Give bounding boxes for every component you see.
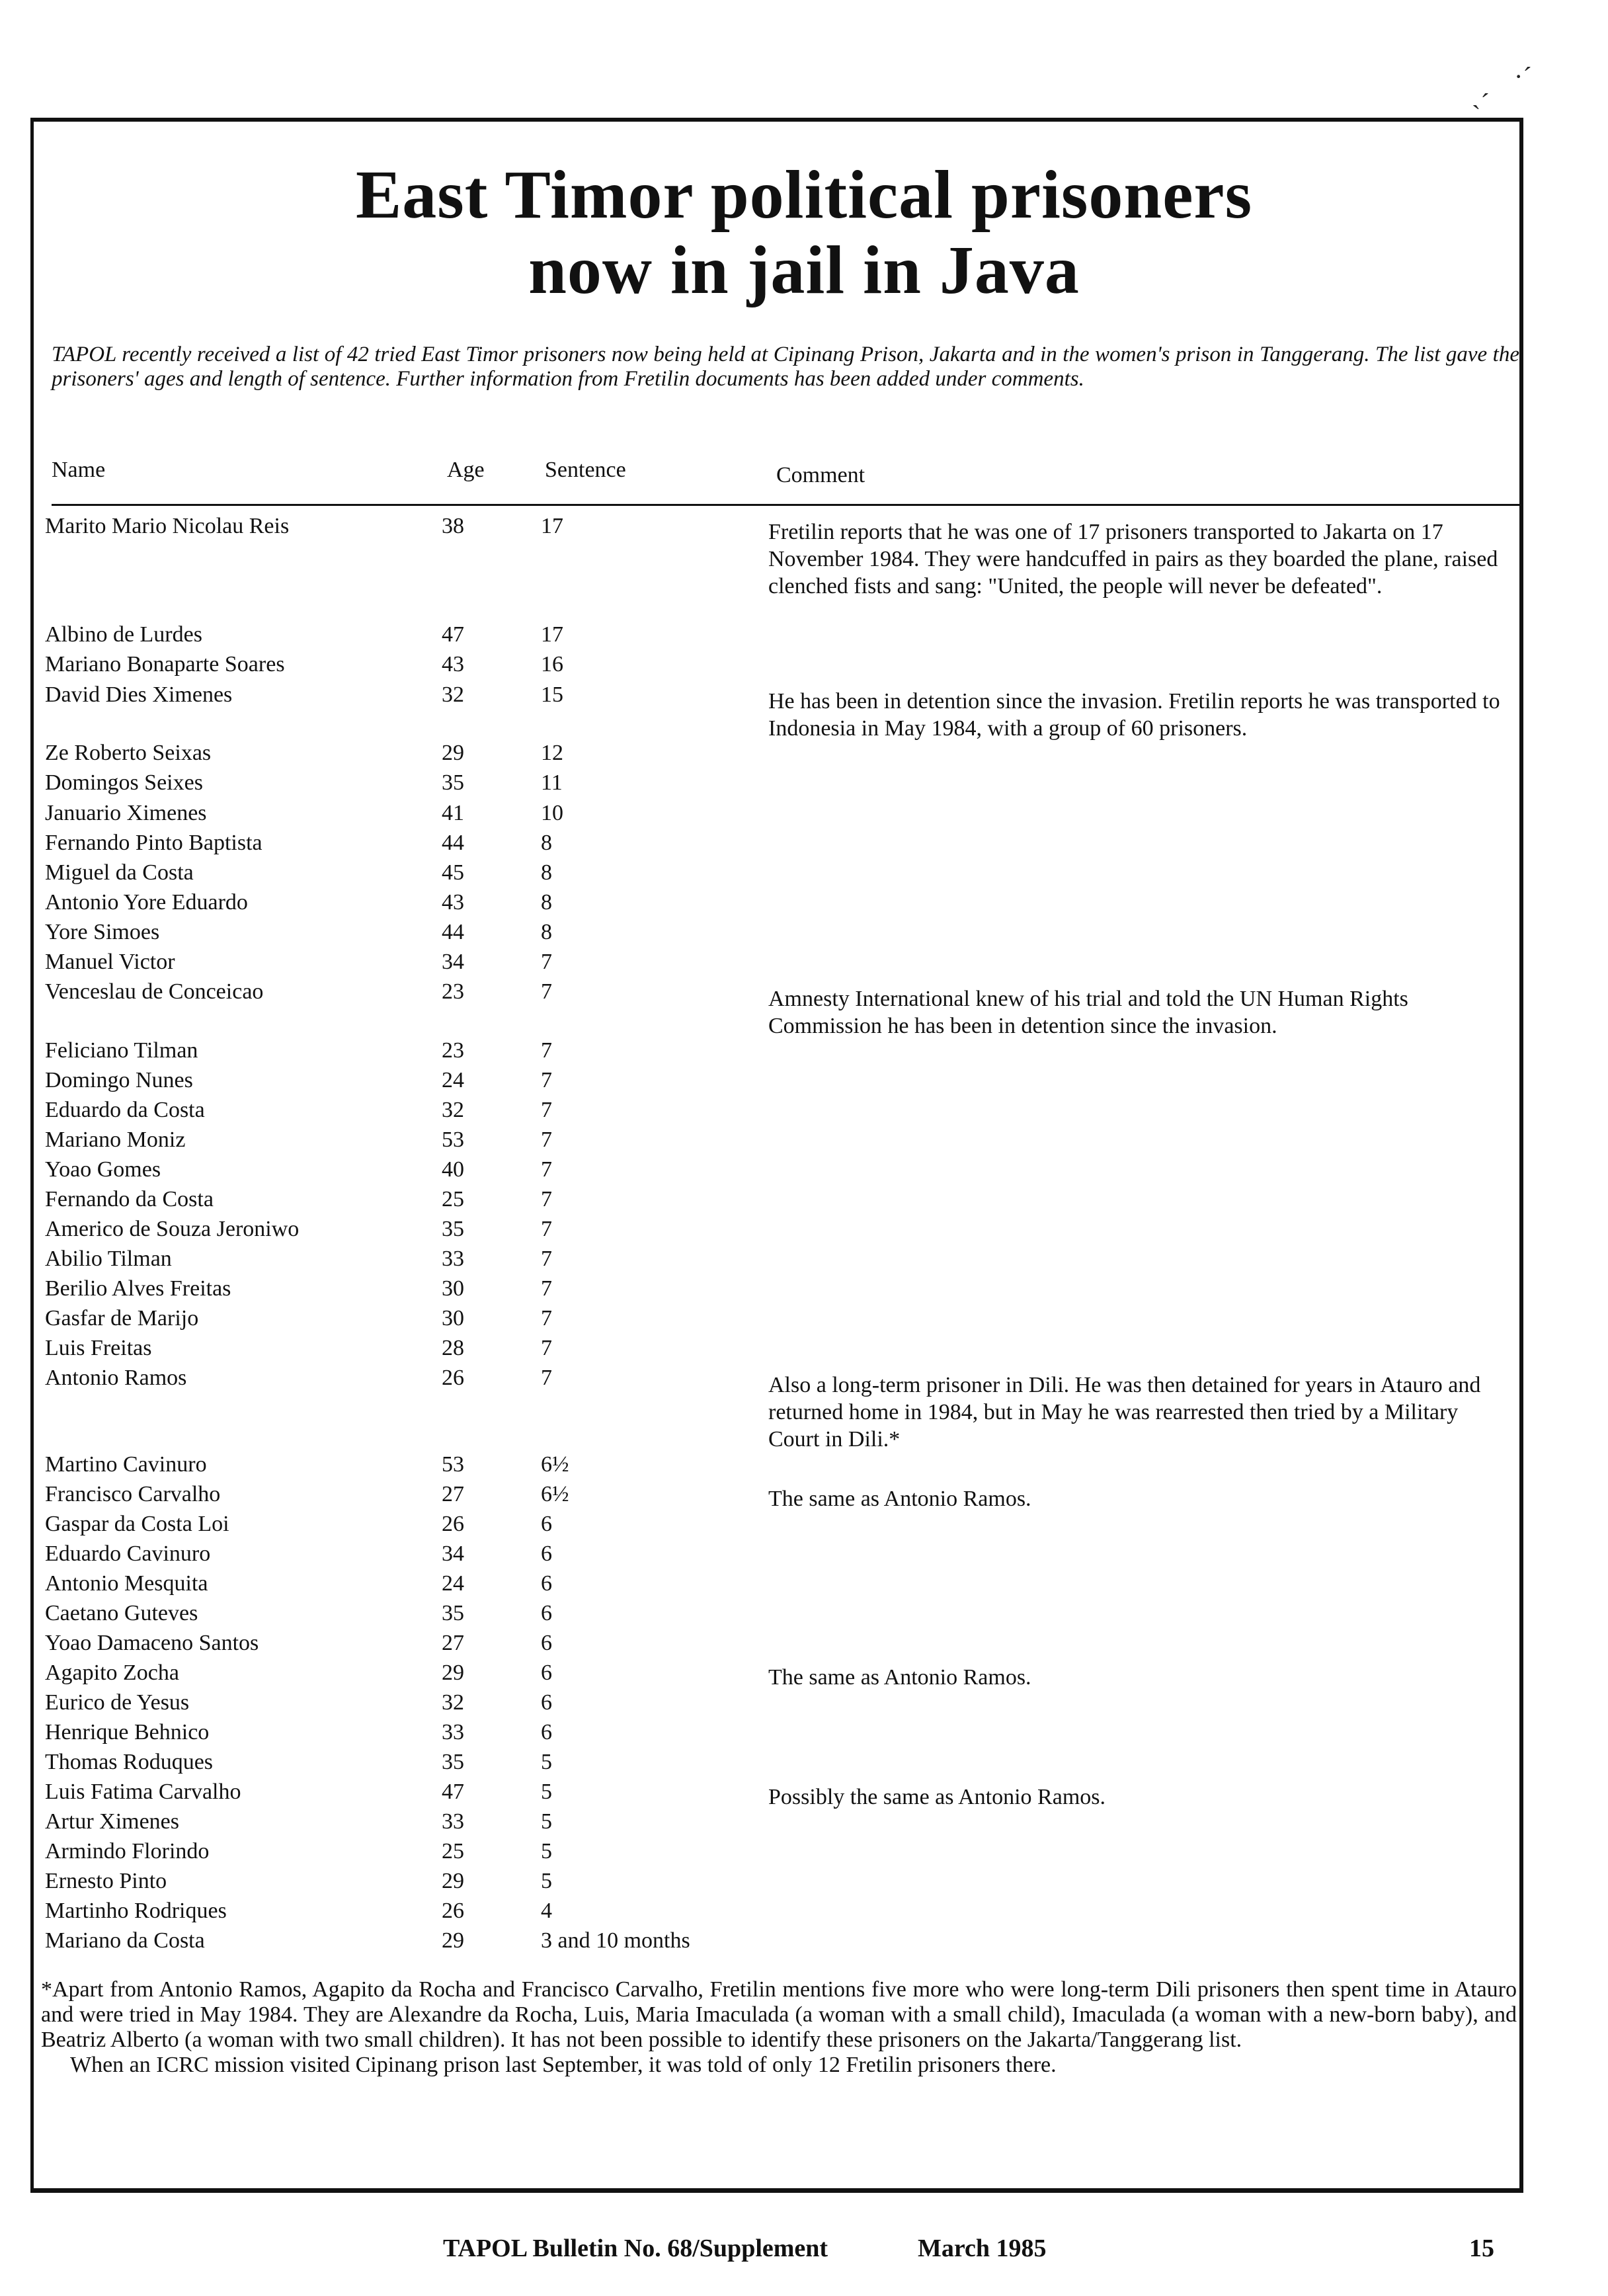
table-row <box>0 1807 1608 1838</box>
prisoner-age: 26 <box>442 1899 464 1923</box>
table-row <box>0 1688 1608 1719</box>
prisoner-comment: Fretilin reports that he was one of 17 prisoners transported to Jakarta on 17 November 1984. They were handcuffed in pairs as they boarded the plane, raised clenched fists and sang: "United, the people will never be defeated". <box>768 520 1498 598</box>
prisoner-name: Ze Roberto Seixas <box>45 741 212 765</box>
prisoner-age: 26 <box>442 1512 464 1536</box>
table-row <box>0 650 1608 680</box>
prisoner-name: Agapito Zocha <box>45 1660 179 1685</box>
prisoner-age: 40 <box>442 1157 464 1182</box>
prisoner-age: 25 <box>442 1839 464 1864</box>
prisoner-name: Mariano Moniz <box>45 1128 186 1152</box>
prisoner-age: 47 <box>442 1780 464 1804</box>
prisoner-sentence: 17 <box>541 514 563 538</box>
prisoner-name: Abilio Tilman <box>45 1247 172 1271</box>
prisoner-sentence: 6½ <box>541 1482 569 1506</box>
prisoner-age: 32 <box>442 1098 464 1122</box>
prisoner-sentence: 17 <box>541 622 563 647</box>
prisoner-name: Artur Ximenes <box>45 1809 180 1834</box>
prisoner-sentence: 7 <box>541 1217 552 1241</box>
prisoner-age: 30 <box>442 1276 464 1301</box>
prisoner-age: 47 <box>442 622 464 647</box>
prisoner-sentence: 7 <box>541 979 552 1004</box>
table-row <box>0 1926 1608 1957</box>
table-row <box>0 918 1608 948</box>
prisoner-name: Fernando da Costa <box>45 1187 214 1211</box>
prisoner-age: 24 <box>442 1068 464 1092</box>
table-row <box>0 1629 1608 1659</box>
prisoner-name: Henrique Behnico <box>45 1720 210 1744</box>
prisoner-sentence: 15 <box>541 682 563 707</box>
table-row <box>0 1510 1608 1540</box>
prisoner-age: 33 <box>442 1247 464 1271</box>
prisoner-name: David Dies Ximenes <box>45 682 233 707</box>
prisoner-sentence: 10 <box>541 801 563 825</box>
prisoner-name: Martinho Rodriques <box>45 1899 227 1923</box>
prisoner-age: 44 <box>442 920 464 944</box>
prisoner-sentence: 7 <box>541 1098 552 1122</box>
prisoner-age: 43 <box>442 652 464 676</box>
prisoner-name: Eduardo da Costa <box>45 1098 205 1122</box>
prisoner-sentence: 7 <box>541 1247 552 1271</box>
header-sentence: Sentence <box>545 458 626 482</box>
prisoner-comment: He has been in detention since the invasion. Fretilin reports he was transported to Indonesia in May 1984, with a group of 60 prisoners. <box>768 689 1500 741</box>
prisoner-name: Fernando Pinto Baptista <box>45 831 262 855</box>
prisoner-sentence: 6½ <box>541 1452 569 1477</box>
table-row <box>0 1274 1608 1305</box>
prisoner-name: Armindo Florindo <box>45 1839 210 1864</box>
table-row <box>0 858 1608 889</box>
prisoner-sentence: 7 <box>541 1068 552 1092</box>
prisoner-name: Miguel da Costa <box>45 860 194 885</box>
table-row <box>0 1539 1608 1570</box>
prisoner-age: 43 <box>442 890 464 915</box>
prisoner-name: Eduardo Cavinuro <box>45 1541 211 1566</box>
prisoner-sentence: 7 <box>541 1306 552 1331</box>
prisoner-age: 53 <box>442 1452 464 1477</box>
prisoner-sentence: 7 <box>541 1187 552 1211</box>
prisoner-name: Yoao Gomes <box>45 1157 161 1182</box>
table-row <box>0 829 1608 859</box>
title-line-2: now in jail in Java <box>528 232 1080 308</box>
prisoner-sentence: 7 <box>541 1276 552 1301</box>
prisoner-sentence: 4 <box>541 1899 552 1923</box>
prisoner-name: Antonio Mesquita <box>45 1571 208 1596</box>
table-row <box>0 620 1608 651</box>
title-line-1: East Timor political prisoners <box>355 157 1253 233</box>
table-row <box>0 1569 1608 1600</box>
prisoner-sentence: 12 <box>541 741 563 765</box>
prisoner-comment: Also a long-term prisoner in Dili. He was then detained for years in Atauro and returned home in 1984, but in May he was rearrested then tried by a Military Court in Dili.* <box>768 1373 1481 1452</box>
table-row <box>0 799 1608 829</box>
table-row <box>0 1718 1608 1748</box>
prisoner-name: Albino de Lurdes <box>45 622 202 647</box>
prisoner-sentence: 8 <box>541 920 552 944</box>
prisoner-sentence: 8 <box>541 831 552 855</box>
prisoner-name: Mariano da Costa <box>45 1928 205 1953</box>
prisoner-sentence: 6 <box>541 1690 552 1715</box>
prisoner-age: 33 <box>442 1720 464 1744</box>
table-row <box>0 888 1608 919</box>
prisoner-sentence: 8 <box>541 890 552 915</box>
prisoner-age: 27 <box>442 1482 464 1506</box>
prisoner-name: Domingos Seixes <box>45 770 203 795</box>
prisoner-name: Domingo Nunes <box>45 1068 193 1092</box>
prisoner-name: Gaspar da Costa Loi <box>45 1512 229 1536</box>
prisoner-name: Eurico de Yesus <box>45 1690 190 1715</box>
prisoner-sentence: 5 <box>541 1780 552 1804</box>
table-row <box>0 1748 1608 1778</box>
footer-page-number: 15 <box>1469 2234 1494 2262</box>
page-title <box>0 157 1608 308</box>
prisoner-sentence: 6 <box>541 1571 552 1596</box>
table-row <box>0 1867 1608 1897</box>
prisoner-sentence: 6 <box>541 1601 552 1625</box>
prisoner-age: 26 <box>442 1366 464 1390</box>
prisoner-age: 45 <box>442 860 464 885</box>
table-row <box>0 948 1608 978</box>
prisoner-name: Venceslau de Conceicao <box>45 979 264 1004</box>
prisoner-sentence: 5 <box>541 1750 552 1774</box>
prisoner-name: Januario Ximenes <box>45 801 207 825</box>
table-row <box>0 1096 1608 1126</box>
prisoner-age: 38 <box>442 514 464 538</box>
prisoner-age: 29 <box>442 1928 464 1953</box>
prisoner-age: 32 <box>442 682 464 707</box>
prisoner-sentence: 16 <box>541 652 563 676</box>
prisoner-comment: The same as Antonio Ramos. <box>768 1665 1031 1690</box>
prisoner-sentence: 6 <box>541 1631 552 1655</box>
prisoner-name: Francisco Carvalho <box>45 1482 221 1506</box>
table-row <box>0 1334 1608 1364</box>
prisoner-name: Luis Freitas <box>45 1336 152 1360</box>
prisoner-name: Americo de Souza Jeroniwo <box>45 1217 300 1241</box>
prisoner-sentence: 7 <box>541 950 552 974</box>
prisoner-name: Marito Mario Nicolau Reis <box>45 514 290 538</box>
header-comment: Comment <box>776 463 865 487</box>
prisoner-age: 32 <box>442 1690 464 1715</box>
header-age: Age <box>447 458 485 482</box>
prisoner-name: Manuel Victor <box>45 950 175 974</box>
table-row <box>0 1155 1608 1186</box>
table-row <box>0 739 1608 769</box>
intro-paragraph: TAPOL recently received a list of 42 tried East Timor prisoners now being held at Cipinang Prison, Jakarta and in the women's prison in Tanggerang. The list gave the prisoners' ages and length of sentence. Further information from Fretilin documents has been added under comments. <box>52 343 1519 391</box>
prisoner-sentence: 6 <box>541 1541 552 1566</box>
prisoner-comment: Possibly the same as Antonio Ramos. <box>768 1785 1106 1809</box>
table-row <box>0 1066 1608 1096</box>
prisoner-age: 53 <box>442 1128 464 1152</box>
prisoner-age: 24 <box>442 1571 464 1596</box>
footnote <box>41 1977 1517 2078</box>
prisoner-name: Ernesto Pinto <box>45 1869 167 1893</box>
footnote-icrc: When an ICRC mission visited Cipinang prison last September, it was told of only 12 Fretilin prisoners there. <box>70 2053 1057 2077</box>
prisoner-name: Antonio Ramos <box>45 1366 187 1390</box>
table-row <box>0 1036 1608 1067</box>
table-row <box>0 1185 1608 1215</box>
prisoner-sentence: 8 <box>541 860 552 885</box>
prisoner-age: 34 <box>442 950 464 974</box>
prisoner-age: 34 <box>442 1541 464 1566</box>
footer-publication: TAPOL Bulletin No. 68/Supplement <box>443 2234 828 2262</box>
prisoner-age: 35 <box>442 1601 464 1625</box>
scan-mark: ˴ˊ <box>1472 88 1490 118</box>
prisoner-sentence: 3 and 10 months <box>541 1928 690 1953</box>
prisoner-age: 29 <box>442 741 464 765</box>
footnote-paragraph: *Apart from Antonio Ramos, Agapito da Rocha and Francisco Carvalho, Fretilin mentions five more who were long-term Dili prisoners then spent time in Atauro and were tried in May 1984. They are Alexandre da Rocha, Luis, Maria Imaculada (a woman with a small child), Imaculada (a woman with a new-born baby), and Beatriz Alberto (a woman with two small children). It has not been possible to identify these prisoners on the Jakarta/Tanggerang list. <box>41 1977 1517 2052</box>
header-rule <box>52 504 1522 506</box>
prisoner-age: 23 <box>442 979 464 1004</box>
prisoner-age: 25 <box>442 1187 464 1211</box>
prisoner-name: Yoao Damaceno Santos <box>45 1631 259 1655</box>
prisoner-sentence: 7 <box>541 1336 552 1360</box>
scan-mark: ·ˊ <box>1514 62 1532 91</box>
table-row <box>0 1304 1608 1334</box>
table-row <box>0 1126 1608 1156</box>
prisoner-name: Luis Fatima Carvalho <box>45 1780 241 1804</box>
table-row <box>0 1215 1608 1245</box>
header-name: Name <box>52 458 106 482</box>
table-row <box>0 768 1608 799</box>
prisoner-sentence: 7 <box>541 1157 552 1182</box>
prisoner-name: Caetano Guteves <box>45 1601 198 1625</box>
prisoner-sentence: 5 <box>541 1839 552 1864</box>
prisoner-sentence: 7 <box>541 1038 552 1063</box>
prisoner-name: Mariano Bonaparte Soares <box>45 652 285 676</box>
prisoner-age: 23 <box>442 1038 464 1063</box>
prisoner-name: Berilio Alves Freitas <box>45 1276 231 1301</box>
prisoner-age: 35 <box>442 1750 464 1774</box>
prisoner-age: 28 <box>442 1336 464 1360</box>
prisoner-age: 35 <box>442 1217 464 1241</box>
prisoner-sentence: 6 <box>541 1660 552 1685</box>
prisoner-sentence: 6 <box>541 1512 552 1536</box>
prisoner-name: Antonio Yore Eduardo <box>45 890 248 915</box>
prisoner-comment: The same as Antonio Ramos. <box>768 1487 1031 1511</box>
prisoner-age: 27 <box>442 1631 464 1655</box>
prisoner-sentence: 7 <box>541 1128 552 1152</box>
prisoner-age: 35 <box>442 770 464 795</box>
table-row <box>0 1245 1608 1275</box>
prisoner-sentence: 11 <box>541 770 563 795</box>
prisoner-name: Martino Cavinuro <box>45 1452 207 1477</box>
prisoner-name: Thomas Roduques <box>45 1750 214 1774</box>
prisoner-age: 29 <box>442 1869 464 1893</box>
table-row <box>0 1450 1608 1481</box>
prisoner-age: 29 <box>442 1660 464 1685</box>
table-row <box>0 1599 1608 1629</box>
prisoner-age: 44 <box>442 831 464 855</box>
prisoner-name: Gasfar de Marijo <box>45 1306 199 1331</box>
footer-date: March 1985 <box>918 2234 1047 2262</box>
prisoner-sentence: 6 <box>541 1720 552 1744</box>
prisoner-sentence: 7 <box>541 1366 552 1390</box>
table-row <box>0 1837 1608 1867</box>
prisoner-age: 33 <box>442 1809 464 1834</box>
prisoner-sentence: 5 <box>541 1809 552 1834</box>
table-row <box>0 1897 1608 1927</box>
prisoner-comment: Amnesty International knew of his trial and told the UN Human Rights Commission he has been in detention since the invasion. <box>768 987 1408 1038</box>
prisoner-name: Yore Simoes <box>45 920 160 944</box>
prisoner-age: 41 <box>442 801 464 825</box>
prisoner-age: 30 <box>442 1306 464 1331</box>
prisoner-name: Feliciano Tilman <box>45 1038 198 1063</box>
prisoner-sentence: 5 <box>541 1869 552 1893</box>
